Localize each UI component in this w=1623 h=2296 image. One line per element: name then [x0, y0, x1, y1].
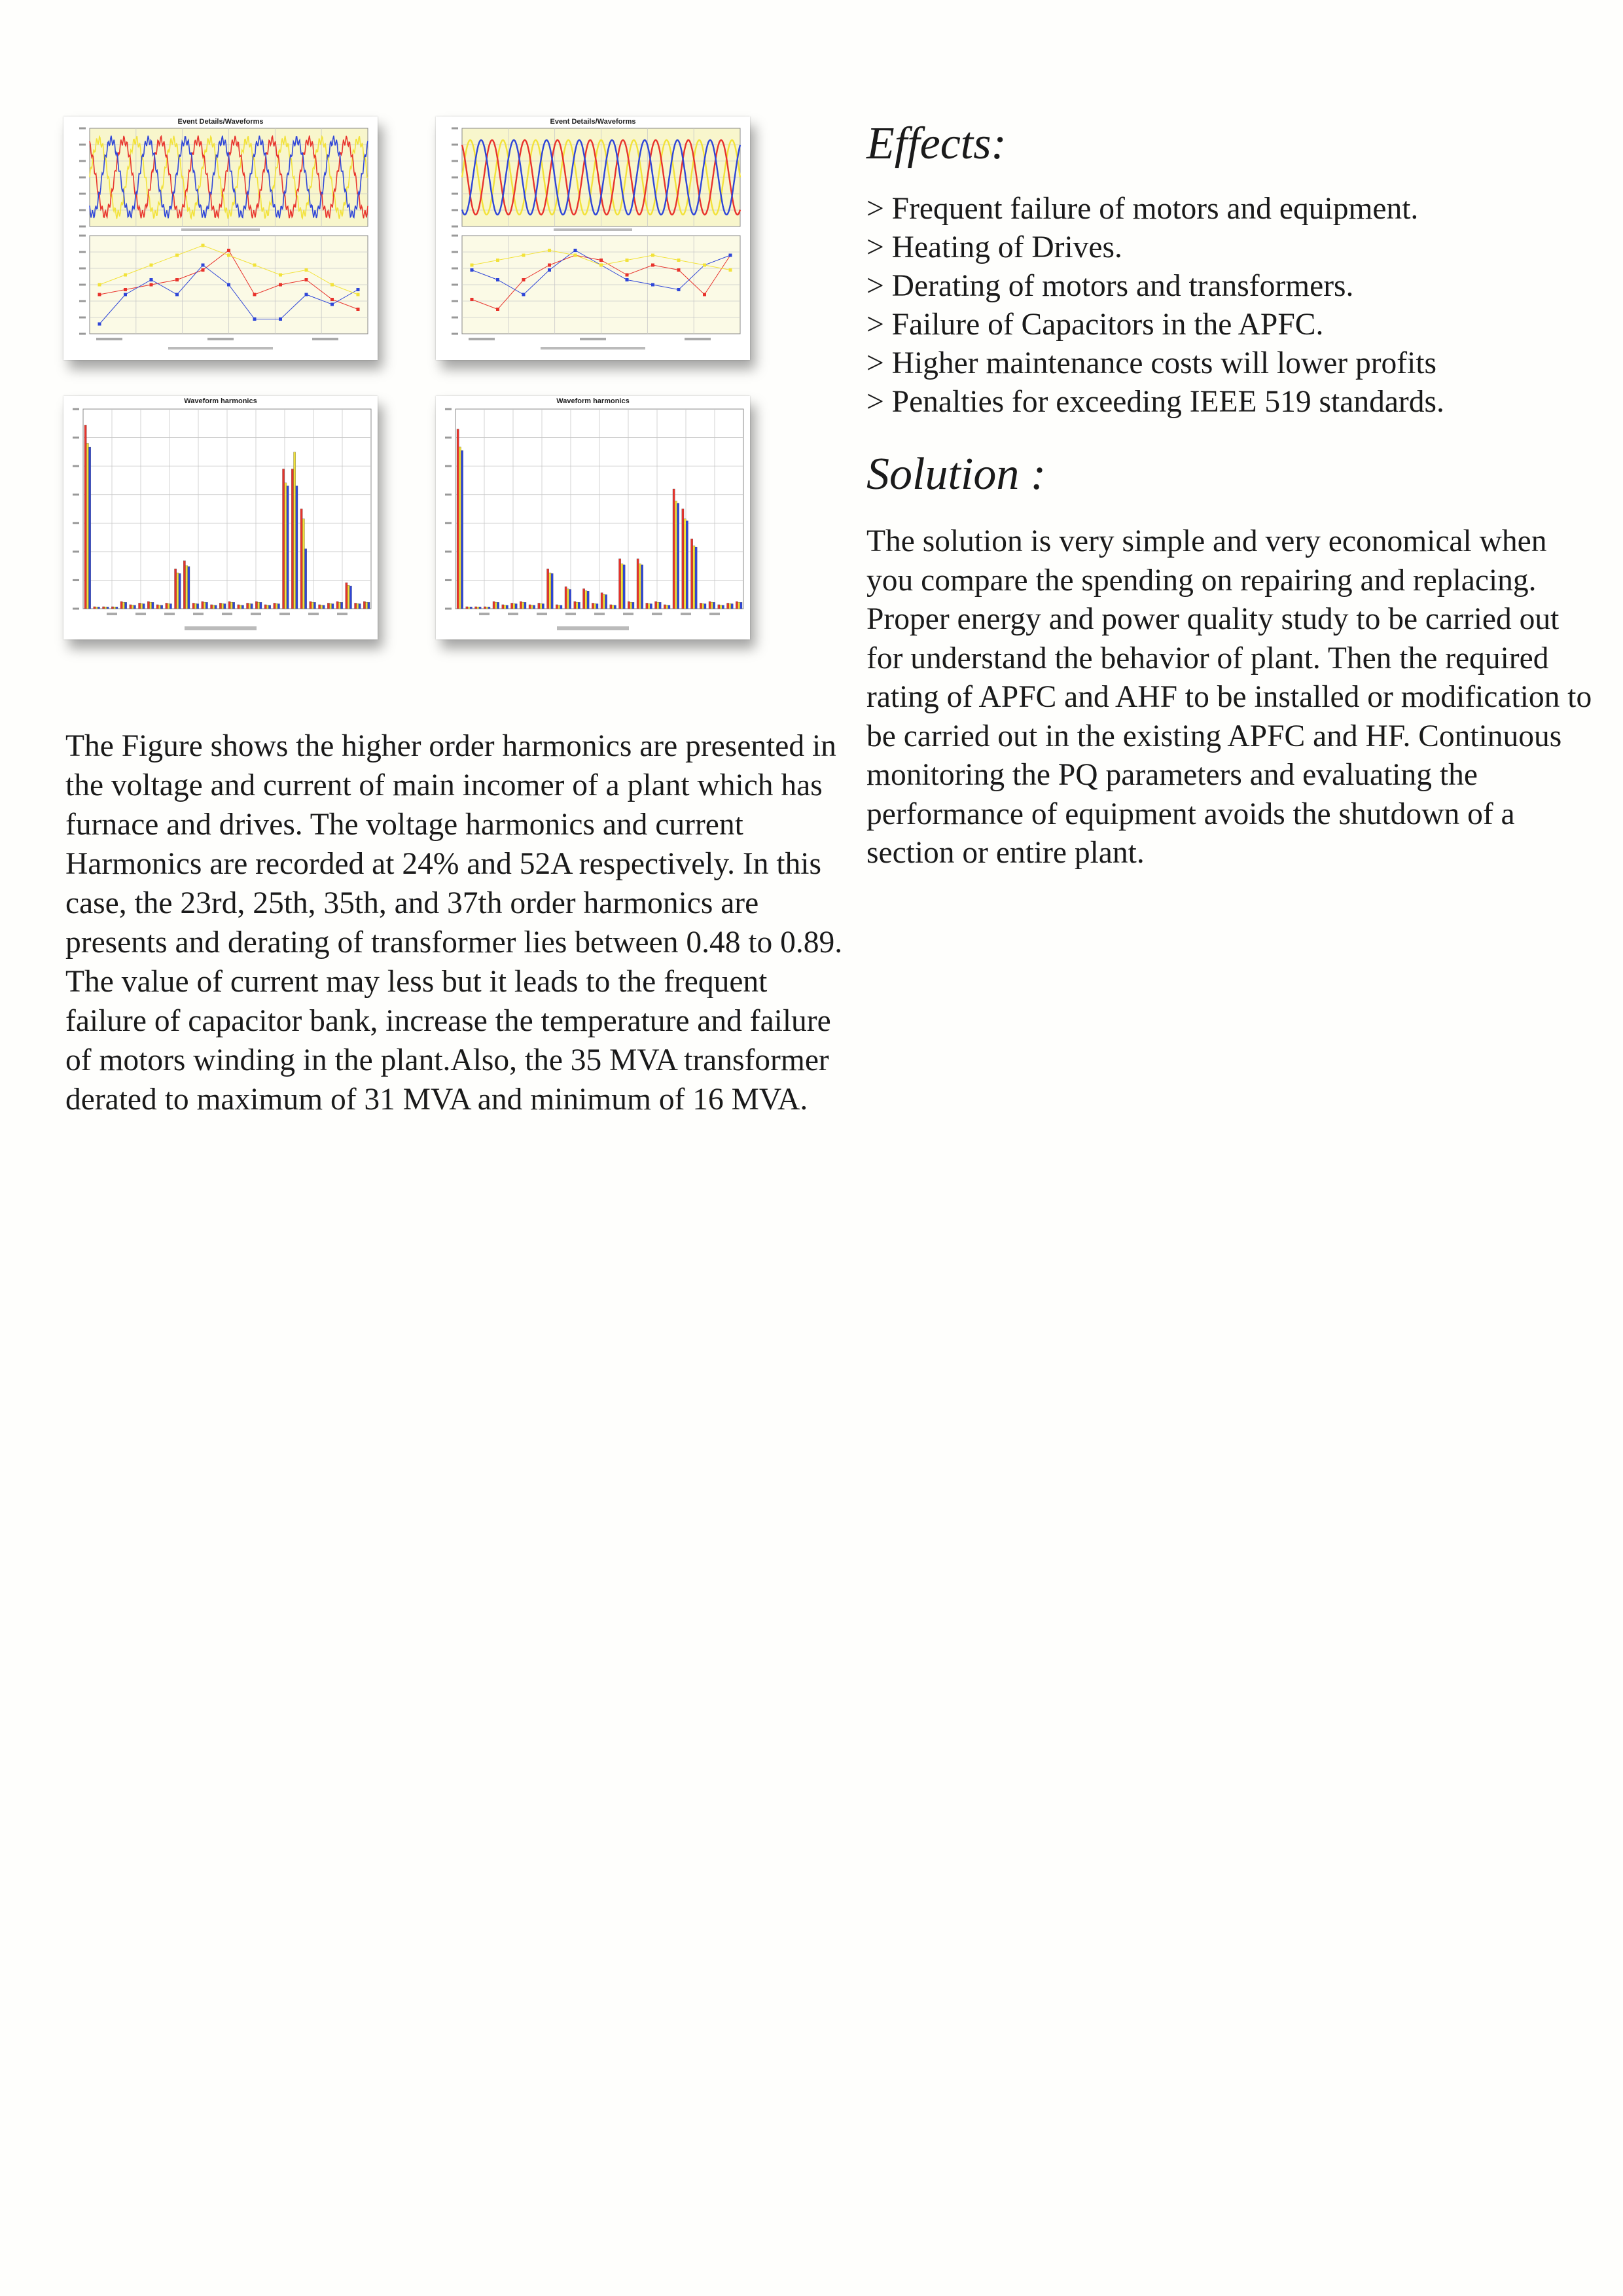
harmonic-bar	[94, 607, 96, 609]
harmonic-bar	[156, 605, 158, 609]
harmonic-bar	[623, 565, 625, 609]
harmonic-bar	[484, 607, 486, 609]
tick-label	[79, 160, 86, 162]
waveform-chart	[436, 117, 750, 360]
harmonic-bar	[684, 519, 686, 609]
tick-label	[508, 613, 518, 615]
harmonic-bar	[637, 559, 639, 609]
harmonic-bar	[219, 603, 221, 609]
waveform-chart	[63, 117, 378, 360]
tick-label	[73, 522, 79, 524]
harmonic-bar	[247, 603, 249, 609]
harmonic-bar	[704, 603, 706, 609]
tick-label	[469, 338, 495, 340]
tick-label	[79, 284, 86, 286]
legend-swatch	[554, 228, 632, 231]
legend-swatch	[557, 626, 629, 630]
figure-description: The Figure shows the higher order harmonics are presented in the voltage and current of main incomer of a plant which has furnace and drives. The voltage harmonics and current Harmonics are recorded at 24% and 52A respectively. In this case, the 23rd, 25th, 35th, and 37th order harmonics are presents and derating of transformer lies between 0.48 to 0.89. The value of current may less but it leads to the frequent failure of capacitor bank, increase the temperature and failure of motors winding in the plant.Also, the 35 MVA transformer derated to maximum of 31 MVA and minimum of 16 MVA.	[65, 729, 843, 1117]
harmonic-bar	[502, 605, 504, 609]
harmonic-bar	[594, 603, 596, 609]
harmonic-bar	[488, 607, 490, 609]
harmonic-bar	[305, 549, 307, 609]
tick-label	[164, 613, 175, 615]
figure-title: Event Details/Waveforms	[177, 118, 264, 126]
harmonic-bar	[230, 602, 232, 609]
tick-label	[79, 251, 86, 253]
harmonic-bar	[709, 601, 711, 609]
harmonic-bar	[255, 601, 257, 609]
harmonics-figure-2	[436, 396, 750, 639]
tick-label	[452, 128, 458, 130]
legend-swatch	[541, 347, 645, 350]
harmonic-bar	[249, 603, 251, 609]
harmonic-bar	[738, 602, 740, 609]
harmonic-bar	[605, 595, 607, 609]
harmonic-bar	[120, 601, 122, 609]
harmonic-bar	[349, 586, 351, 609]
harmonic-bar	[240, 605, 241, 609]
harmonic-bar	[323, 605, 325, 609]
harmonic-bar	[540, 603, 542, 609]
harmonic-bar	[592, 603, 594, 609]
harmonic-bar	[197, 603, 199, 609]
harmonic-bar	[547, 569, 549, 609]
harmonic-bar	[122, 602, 124, 609]
harmonic-bar	[161, 605, 163, 609]
tick-label	[452, 300, 458, 302]
harmonic-bar	[260, 602, 262, 609]
harmonic-bar	[558, 605, 560, 609]
harmonic-bar	[466, 607, 468, 609]
harmonic-bar	[727, 603, 729, 609]
harmonic-bar	[188, 567, 190, 609]
harmonic-bar	[310, 601, 312, 609]
tick-label	[452, 209, 458, 211]
harmonic-bar	[132, 605, 134, 609]
harmonic-bar	[497, 602, 499, 609]
effects-item: > Failure of Capacitors in the APFC.	[866, 308, 1324, 342]
harmonic-bar	[677, 503, 679, 609]
tick-label	[479, 613, 490, 615]
harmonic-bar	[720, 605, 722, 609]
harmonic-bar	[300, 509, 302, 609]
tick-label	[79, 268, 86, 270]
harmonic-bar	[621, 564, 623, 609]
tick-label	[623, 613, 633, 615]
harmonic-bar	[470, 607, 472, 609]
harmonic-bar	[368, 602, 370, 609]
harmonic-bar	[578, 602, 580, 609]
harmonic-bar	[359, 603, 361, 609]
legend-swatch	[185, 626, 257, 630]
harmonic-bar	[175, 569, 177, 609]
harmonic-bar	[264, 605, 266, 609]
harmonic-bar	[702, 603, 704, 609]
tick-label	[79, 177, 86, 179]
harmonic-bar	[729, 603, 731, 609]
harmonic-bar	[321, 605, 323, 609]
tick-label	[251, 613, 261, 615]
tick-label	[445, 550, 452, 552]
tick-label	[445, 465, 452, 467]
harmonic-bar	[549, 573, 551, 609]
tick-label	[452, 268, 458, 270]
harmonic-bar	[294, 452, 296, 609]
harmonic-bar	[134, 605, 135, 609]
harmonic-bar	[596, 603, 598, 609]
harmonic-bar	[332, 603, 334, 609]
harmonic-bar	[98, 607, 99, 609]
harmonic-bar	[520, 601, 522, 609]
tick-label	[594, 613, 605, 615]
harmonic-bar	[610, 605, 612, 609]
tick-label	[73, 408, 79, 410]
harmonic-bar	[524, 602, 526, 609]
harmonic-bar	[355, 603, 357, 609]
harmonics-chart	[436, 396, 750, 639]
solution-paragraph: The solution is very simple and very economical when you compare the spending on repairing and replacing. Proper energy and power quality study to be carried out for understand the behavior of plant. Then the required rating of APFC and AHF to be installed or modification to be carried out in the existing APFC and HF. Continuous monitoring the PQ parameters and evaluating the performance of equipment avoids the shutdown of a section or entire plant.	[866, 524, 1592, 870]
harmonic-bar	[457, 429, 459, 609]
tick-label	[73, 437, 79, 439]
tick-label	[79, 128, 86, 130]
legend-swatch	[181, 228, 260, 231]
effects-item: > Heating of Drives.	[866, 230, 1122, 264]
harmonic-bar	[283, 469, 285, 609]
figure-title: Waveform harmonics	[556, 397, 630, 405]
harmonic-bar	[601, 593, 603, 609]
harmonic-bar	[459, 447, 461, 609]
harmonic-bar	[338, 602, 340, 609]
tick-label	[452, 284, 458, 286]
tick-label	[709, 613, 720, 615]
harmonic-bar	[114, 607, 116, 609]
harmonic-bar	[296, 486, 298, 609]
harmonic-bar	[233, 602, 235, 609]
harmonic-bar	[655, 601, 657, 609]
harmonic-bar	[105, 607, 107, 609]
tick-label	[73, 550, 79, 552]
harmonic-bar	[632, 602, 634, 609]
harmonic-bar	[103, 607, 105, 609]
harmonic-bar	[666, 605, 668, 609]
harmonic-bar	[691, 539, 693, 609]
harmonic-bar	[479, 607, 481, 609]
harmonic-bar	[139, 603, 141, 609]
harmonic-bar	[266, 605, 268, 609]
harmonic-bar	[204, 602, 205, 609]
harmonic-bar	[224, 603, 226, 609]
harmonic-bar	[673, 489, 675, 609]
harmonic-bar	[96, 607, 98, 609]
tick-label	[452, 235, 458, 237]
harmonic-bar	[567, 589, 569, 609]
harmonic-bar	[648, 603, 650, 609]
effects-item: > Frequent failure of motors and equipment.	[866, 192, 1419, 226]
harmonic-bar	[529, 605, 531, 609]
tick-label	[308, 613, 319, 615]
harmonic-bar	[556, 605, 558, 609]
tick-label	[445, 608, 452, 610]
harmonic-bar	[251, 603, 253, 609]
tick-label	[79, 333, 86, 335]
harmonic-bar	[659, 602, 661, 609]
harmonic-bar	[166, 603, 168, 609]
harmonic-bar	[686, 521, 688, 609]
harmonic-bar	[313, 602, 315, 609]
tick-label	[452, 193, 458, 195]
harmonic-bar	[125, 602, 127, 609]
tick-label	[96, 338, 122, 340]
harmonic-bar	[646, 603, 648, 609]
tick-label	[452, 160, 458, 162]
harmonic-bar	[700, 603, 702, 609]
harmonic-bar	[348, 585, 349, 609]
tick-label	[452, 226, 458, 228]
harmonic-bar	[731, 603, 733, 609]
harmonic-bar	[486, 607, 488, 609]
harmonic-bar	[241, 605, 243, 609]
harmonic-bar	[215, 605, 217, 609]
solution-heading: Solution :	[866, 449, 1046, 499]
figure-title: Event Details/Waveforms	[550, 118, 636, 126]
tick-label	[445, 579, 452, 581]
tick-label	[452, 251, 458, 253]
harmonic-bar	[277, 603, 279, 609]
harmonic-bar	[619, 559, 621, 609]
harmonic-bar	[583, 589, 585, 609]
effects-heading: Effects:	[866, 118, 1007, 169]
tick-label	[73, 493, 79, 495]
effects-list	[866, 190, 1599, 422]
harmonic-bar	[186, 565, 188, 609]
harmonic-bar	[506, 605, 508, 609]
harmonic-bar	[84, 425, 86, 609]
harmonic-bar	[630, 602, 632, 609]
harmonic-bar	[336, 601, 338, 609]
harmonic-bar	[285, 483, 287, 609]
harmonic-bar	[222, 603, 224, 609]
tick-label	[681, 613, 691, 615]
harmonic-bar	[327, 603, 329, 609]
tick-label	[685, 338, 711, 340]
harmonic-bar	[341, 602, 343, 609]
harmonic-bar	[538, 603, 540, 609]
harmonic-bar	[238, 605, 240, 609]
waveform-figure-1	[63, 117, 378, 360]
harmonic-bar	[258, 602, 260, 609]
effects-item: > Higher maintenance costs will lower profits	[866, 346, 1437, 380]
harmonic-bar	[194, 603, 196, 609]
harmonic-bar	[682, 509, 684, 609]
waveform-figure-2	[436, 117, 750, 360]
tick-label	[79, 317, 86, 319]
harmonic-bar	[614, 605, 616, 609]
tick-label	[135, 613, 146, 615]
harmonic-bar	[177, 573, 179, 609]
tick-label	[445, 493, 452, 495]
harmonic-bar	[107, 607, 109, 609]
harmonic-bar	[86, 443, 88, 609]
harmonic-bar	[150, 602, 152, 609]
tick-label	[652, 613, 662, 615]
harmonic-bar	[89, 447, 91, 609]
tick-label	[452, 317, 458, 319]
harmonic-bar	[722, 605, 724, 609]
effects-item: > Derating of motors and transformers.	[866, 269, 1354, 303]
harmonic-bar	[695, 547, 697, 609]
harmonic-bar	[718, 605, 720, 609]
harmonic-bar	[713, 602, 715, 609]
tick-label	[79, 235, 86, 237]
tick-label	[79, 144, 86, 146]
tick-label	[73, 465, 79, 467]
harmonic-bar	[736, 601, 738, 609]
harmonic-bar	[639, 564, 641, 609]
harmonic-bar	[202, 601, 204, 609]
tick-label	[79, 209, 86, 211]
harmonic-bar	[468, 607, 470, 609]
harmonic-bar	[612, 605, 614, 609]
harmonic-bar	[211, 605, 213, 609]
harmonic-bar	[312, 602, 313, 609]
harmonic-bar	[228, 601, 230, 609]
harmonic-bar	[205, 602, 207, 609]
effects-item: > Penalties for exceeding IEEE 519 standards.	[866, 385, 1444, 419]
tick-label	[580, 338, 606, 340]
harmonic-bar	[477, 607, 479, 609]
harmonic-bar	[693, 546, 695, 609]
harmonic-bar	[169, 603, 171, 609]
harmonic-bar	[515, 603, 517, 609]
tick-label	[452, 144, 458, 146]
harmonic-bar	[319, 605, 321, 609]
tick-label	[312, 338, 338, 340]
harmonic-bar	[357, 603, 359, 609]
harmonics-chart	[63, 396, 378, 639]
harmonic-bar	[346, 583, 348, 609]
harmonic-bar	[330, 603, 332, 609]
harmonic-bar	[111, 607, 113, 609]
harmonic-bar	[675, 501, 677, 609]
harmonic-bar	[641, 565, 643, 609]
harmonic-bar	[740, 602, 742, 609]
figure-title: Waveform harmonics	[184, 397, 257, 405]
tick-label	[445, 408, 452, 410]
tick-label	[337, 613, 348, 615]
tick-label	[279, 613, 290, 615]
harmonic-bar	[668, 605, 670, 609]
harmonic-bar	[511, 603, 513, 609]
harmonic-bar	[576, 602, 578, 609]
harmonic-bar	[147, 601, 149, 609]
tick-label	[445, 522, 452, 524]
harmonic-bar	[183, 561, 185, 609]
harmonic-bar	[213, 605, 215, 609]
harmonic-bar	[269, 605, 271, 609]
tick-label	[565, 613, 576, 615]
harmonics-figure-1	[63, 396, 378, 639]
harmonic-bar	[158, 605, 160, 609]
harmonic-bar	[168, 603, 169, 609]
tick-label	[193, 613, 204, 615]
harmonic-bar	[302, 519, 304, 609]
harmonic-bar	[143, 603, 145, 609]
harmonic-bar	[650, 603, 652, 609]
harmonic-bar	[657, 602, 659, 609]
harmonic-bar	[475, 607, 477, 609]
harmonic-bar	[287, 486, 289, 609]
harmonic-bar	[574, 601, 576, 609]
tick-label	[79, 193, 86, 195]
harmonic-bar	[628, 601, 630, 609]
tick-label	[79, 226, 86, 228]
harmonic-bar	[603, 594, 605, 609]
harmonic-bar	[291, 469, 293, 609]
harmonic-bar	[493, 601, 495, 609]
tick-label	[79, 300, 86, 302]
harmonic-bar	[551, 573, 553, 609]
harmonic-bar	[522, 602, 524, 609]
harmonic-bar	[569, 589, 571, 609]
harmonic-bar	[711, 602, 713, 609]
harmonic-bar	[504, 605, 506, 609]
tick-label	[73, 608, 79, 610]
harmonic-bar	[565, 586, 567, 609]
tick-label	[207, 338, 234, 340]
harmonic-bar	[141, 603, 143, 609]
legend-swatch	[168, 347, 273, 350]
harmonic-bar	[274, 603, 276, 609]
harmonic-bar	[116, 607, 118, 609]
tick-label	[222, 613, 232, 615]
harmonic-bar	[495, 602, 497, 609]
harmonic-bar	[461, 450, 463, 609]
harmonic-bar	[192, 603, 194, 609]
harmonic-bar	[130, 605, 132, 609]
harmonic-bar	[587, 591, 589, 609]
harmonic-bar	[276, 603, 277, 609]
tick-label	[445, 437, 452, 439]
tick-label	[452, 333, 458, 335]
tick-label	[107, 613, 117, 615]
tick-label	[537, 613, 547, 615]
harmonic-bar	[179, 573, 181, 609]
harmonic-bar	[513, 603, 515, 609]
harmonic-bar	[585, 591, 587, 609]
harmonic-bar	[152, 602, 154, 609]
harmonic-bar	[542, 603, 544, 609]
harmonic-bar	[531, 605, 533, 609]
harmonic-bar	[533, 605, 535, 609]
harmonic-bar	[363, 601, 365, 609]
harmonic-bar	[366, 602, 368, 609]
harmonic-bar	[664, 605, 666, 609]
harmonic-bar	[560, 605, 562, 609]
tick-label	[452, 177, 458, 179]
tick-label	[73, 579, 79, 581]
